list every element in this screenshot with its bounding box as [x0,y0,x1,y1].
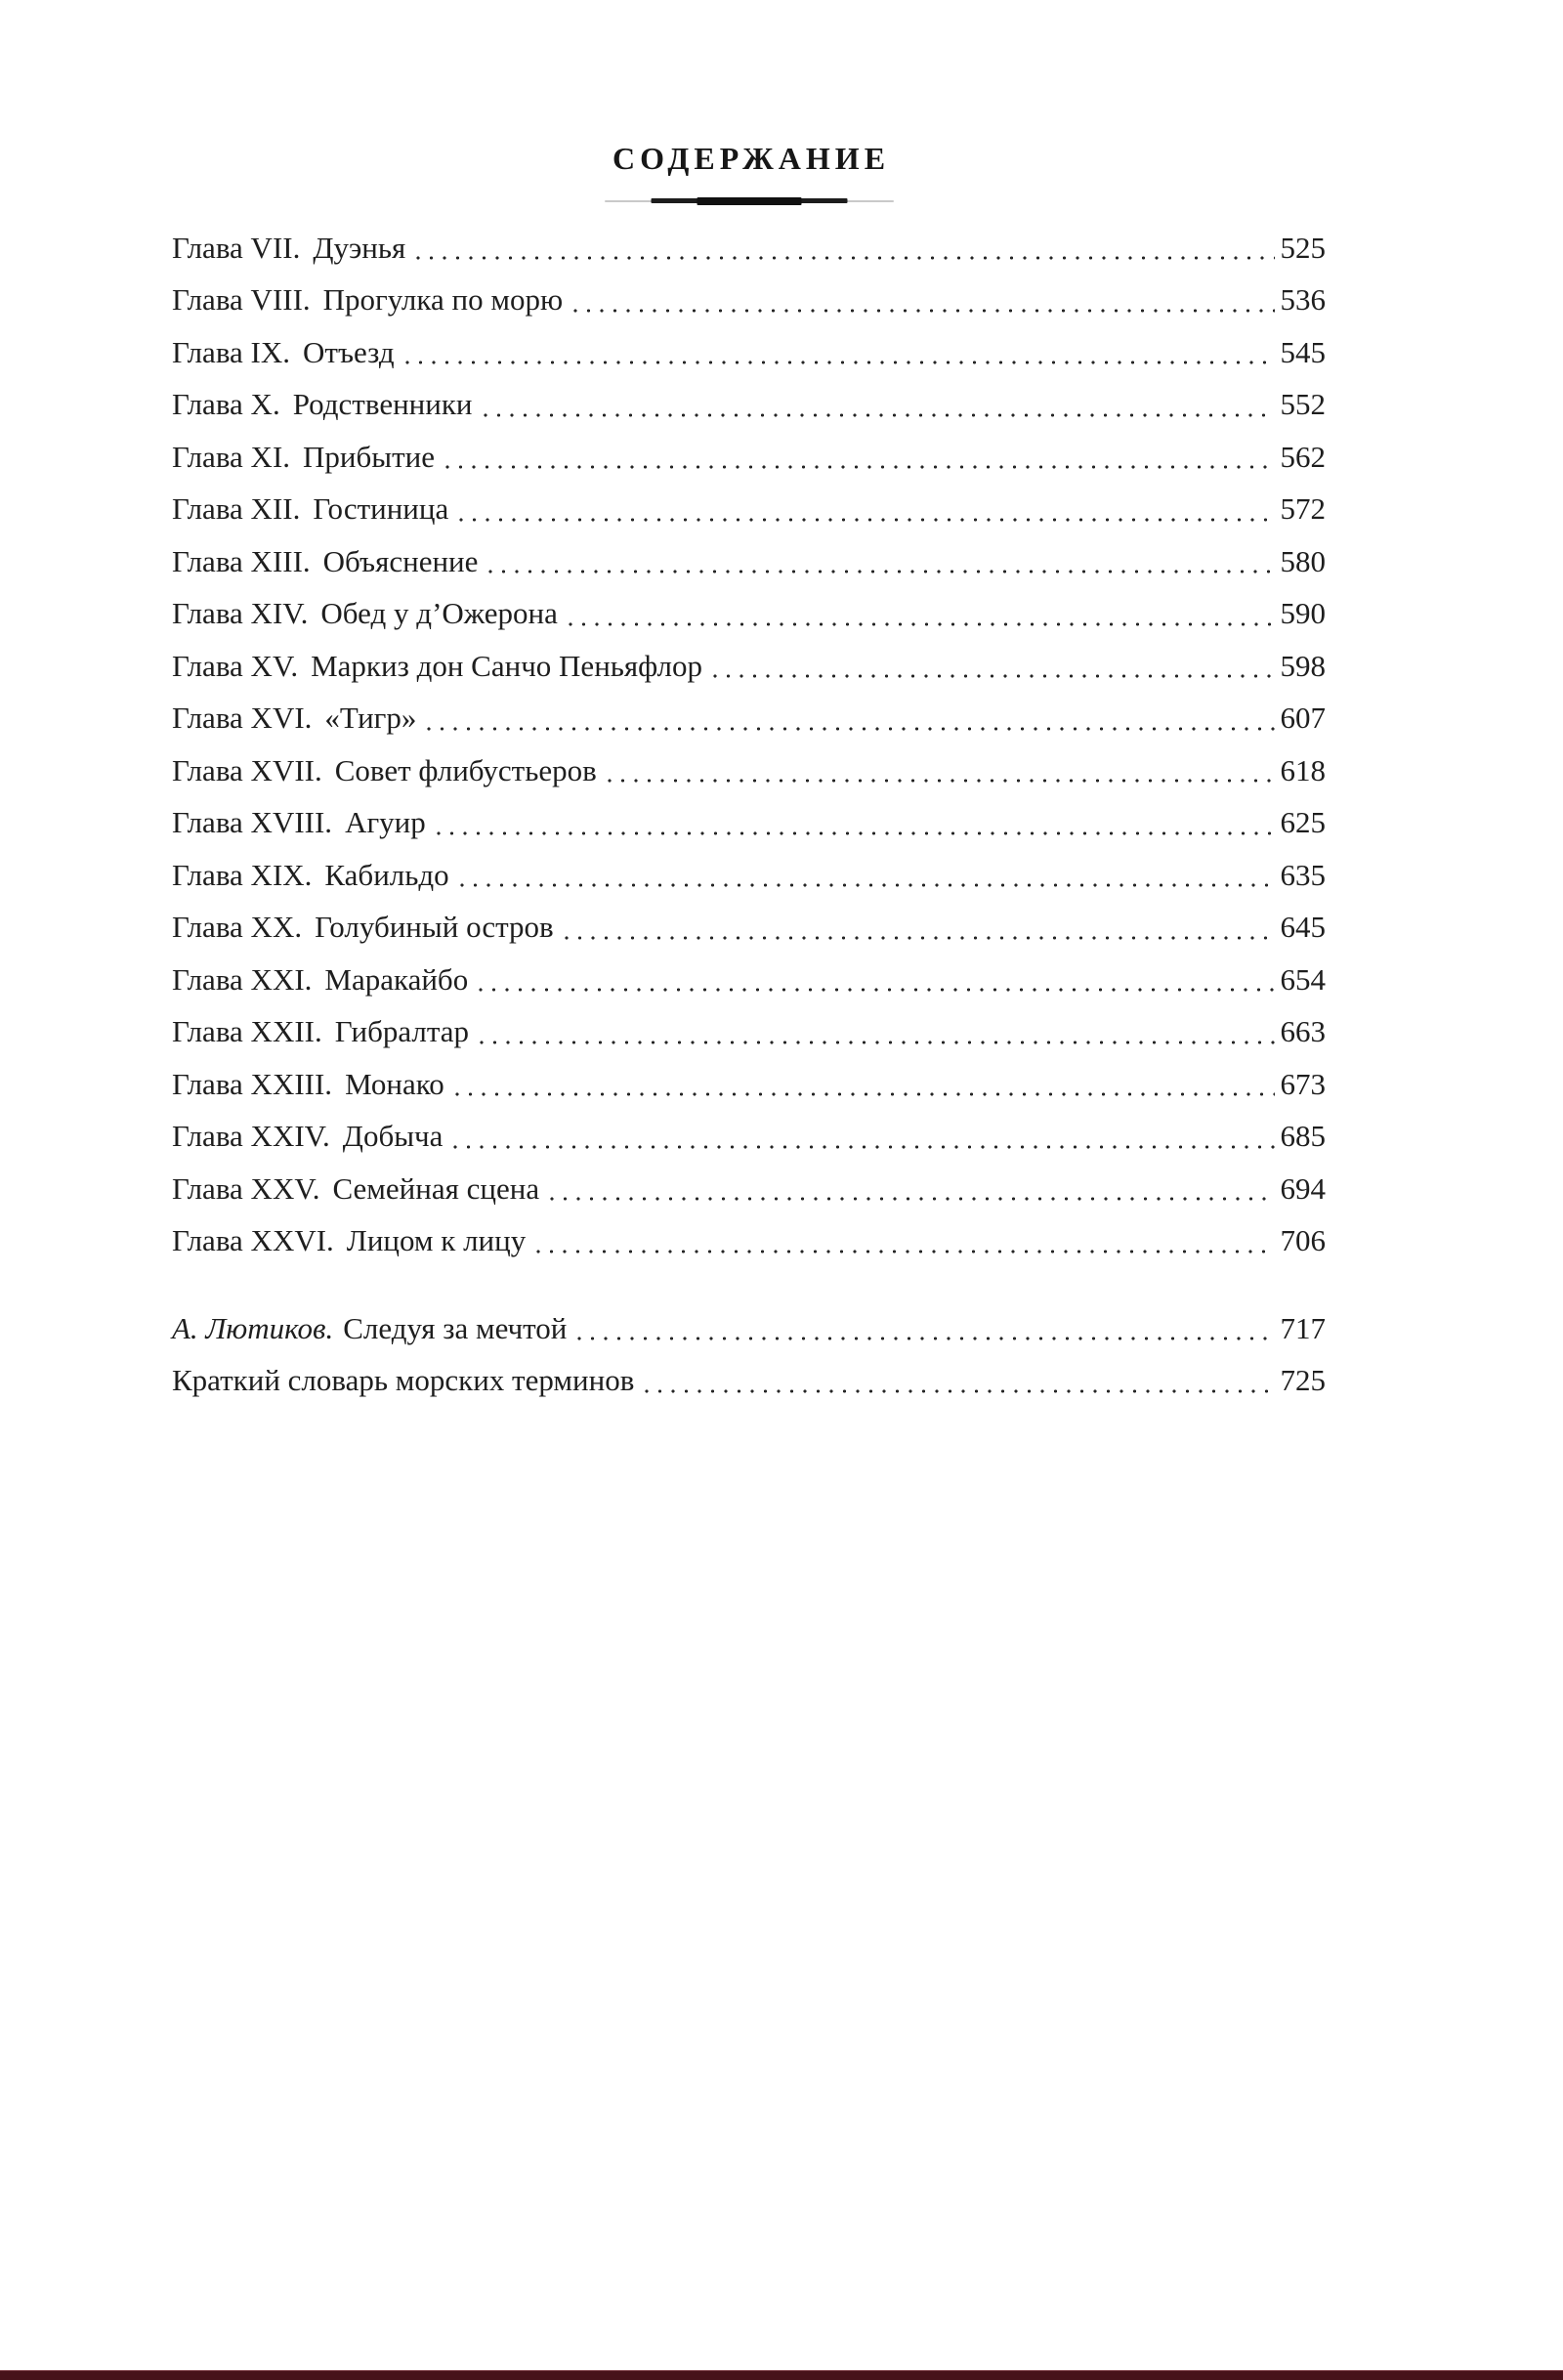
toc-entry-label [172,1163,539,1215]
toc-entry [172,1302,1326,1355]
toc-entry [172,1214,1326,1267]
toc-entry-label [172,431,435,484]
toc-entry-label [172,222,405,275]
toc-entry-title: Голубиный остров [315,910,554,945]
dot-leader [404,326,1275,379]
toc-entry-chapter: Глава XIV. [172,596,309,631]
toc-entry [172,744,1326,797]
toc-entry-chapter: Глава XIII. [172,543,311,578]
toc-entry-page: 645 [1280,910,1326,945]
toc-entry-page: 673 [1280,1066,1326,1101]
toc-entry [172,483,1326,535]
toc-entry-label [172,535,478,588]
toc-entry-label [172,378,473,431]
toc-entry-chapter: Глава XXIII. [172,1066,333,1101]
footer-bar [0,2370,1563,2380]
divider-thick-line [697,197,801,205]
toc-entry-title: Краткий словарь морских терминов [172,1363,635,1398]
text-block [172,0,1326,1407]
dot-leader [572,274,1274,326]
toc-entry-title: Родственники [292,387,473,422]
toc-entry-title: Обед у д’Ожерона [320,596,558,631]
toc-entry-title: Кабильдо [324,857,449,892]
dot-leader [483,378,1275,431]
toc-entry [172,1005,1326,1058]
toc-entry-page: 525 [1280,230,1326,265]
toc-entry-chapter: Глава VII. [172,230,301,265]
toc-entry-page: 572 [1280,491,1326,527]
dot-leader [415,222,1274,275]
toc-entry-page: 706 [1280,1223,1326,1258]
dot-leader [436,796,1275,849]
dot-leader [549,1163,1274,1215]
section-gap [172,1267,1326,1302]
toc-entry-label [172,954,468,1006]
dot-leader [535,1214,1274,1267]
toc-entry-label [172,796,426,849]
toc-entry [172,378,1326,431]
toc-entry-title: Агуир [345,805,426,840]
dot-leader [458,483,1274,535]
dot-leader [564,901,1275,954]
toc-entry-chapter: Глава XX. [172,910,303,945]
toc-entry-label [172,274,563,326]
toc-entry-chapter: Глава XVI. [172,701,313,736]
toc-entry [172,1163,1326,1215]
toc-entry [172,692,1326,744]
toc-entry-page: 625 [1280,805,1326,840]
toc-entry-chapter: Глава XXVI. [172,1223,334,1258]
toc-entry [172,796,1326,849]
toc-entry-page: 598 [1280,648,1326,683]
toc-entry [172,274,1326,326]
toc-entry [172,1354,1326,1407]
toc-entry-title: Гостиница [313,491,449,527]
toc-entry [172,640,1326,693]
dot-leader [479,1005,1274,1058]
toc-entry-title: Семейная сцена [332,1170,540,1206]
toc-entry-chapter: Глава XI. [172,439,291,474]
page-title: СОДЕРЖАНИЕ [612,141,891,176]
toc-entry-page: 635 [1280,857,1326,892]
dot-leader [478,954,1274,1006]
toc-entry [172,535,1326,588]
toc-entry-title: Гибралтар [334,1014,470,1049]
toc-entry-chapter: Глава X. [172,387,280,422]
toc-entry-page: 552 [1280,387,1326,422]
toc-entry-label [172,483,448,535]
toc-entry-chapter: Глава XII. [172,491,301,527]
toc-entry-label [172,901,554,954]
toc-entry-label [172,849,449,902]
dot-leader [576,1302,1274,1355]
toc-entry [172,1110,1326,1163]
toc-entry-title: Следуя за мечтой [343,1310,568,1345]
toc-entry-page: 580 [1280,543,1326,578]
toc-entry-title: Совет флибустьеров [334,752,597,787]
toc-entry-label [172,1302,567,1355]
toc-entry [172,1058,1326,1111]
toc-entry [172,222,1326,275]
toc-entry-chapter: Глава XXI. [172,961,313,997]
dot-leader [452,1110,1274,1163]
toc-entry-label [172,692,416,744]
toc-entry-chapter: Глава VIII. [172,282,311,318]
dot-leader [644,1354,1274,1407]
toc-entry-chapter: Глава IX. [172,334,291,369]
toc-entry-label [172,744,597,797]
toc-entry-title: Монако [345,1066,444,1101]
toc-list [172,222,1326,1407]
toc-entry-label [172,640,702,693]
toc-entry [172,954,1326,1006]
toc-entry-chapter: Глава XVII. [172,752,322,787]
toc-entry-label [172,326,395,379]
toc-entry-title: «Тигр» [324,701,417,736]
toc-entry-page: 694 [1280,1170,1326,1206]
toc-entry-title: Отъезд [303,334,395,369]
toc-entry-label [172,1058,444,1111]
dot-leader [568,587,1275,640]
toc-entry-page: 545 [1280,334,1326,369]
toc-entry-title: Маракайбо [324,961,469,997]
toc-entry-page: 663 [1280,1014,1326,1049]
dot-leader [487,535,1274,588]
toc-entry [172,587,1326,640]
dot-leader [444,431,1274,484]
toc-entry-page: 536 [1280,282,1326,318]
toc-entry-chapter: Глава XV. [172,648,299,683]
toc-entry-page: 685 [1280,1119,1326,1154]
title-divider [172,197,1326,205]
toc-entry-page: 607 [1280,701,1326,736]
toc-entry-title: Добыча [342,1119,444,1154]
toc-entry-title: Прогулка по морю [322,282,564,318]
toc-entry-title: Лицом к лицу [346,1223,527,1258]
toc-entry-page: 725 [1280,1363,1326,1398]
toc-entry-chapter: Глава XXIV. [172,1119,330,1154]
toc-entry-label [172,1214,526,1267]
toc-entry-label [172,587,558,640]
toc-entry-author: А. Лютиков. [172,1310,334,1345]
toc-entry-title: Объяснение [322,543,479,578]
toc-entry-chapter: Глава XVIII. [172,805,333,840]
toc-entry-label [172,1005,469,1058]
toc-entry-chapter: Глава XXV. [172,1170,320,1206]
toc-entry [172,431,1326,484]
toc-entry-title: Дуэнья [313,230,406,265]
toc-entry-page: 618 [1280,752,1326,787]
dot-leader [426,692,1274,744]
toc-entry [172,326,1326,379]
toc-entry-page: 562 [1280,439,1326,474]
toc-entry-label [172,1110,443,1163]
toc-entry-page: 654 [1280,961,1326,997]
toc-entry-page: 590 [1280,596,1326,631]
toc-entry-chapter: Глава XXII. [172,1014,322,1049]
toc-entry [172,901,1326,954]
dot-leader [454,1058,1275,1111]
dot-leader [459,849,1275,902]
dot-leader [712,640,1275,693]
toc-entry-chapter: Глава XIX. [172,857,313,892]
toc-entry-label [172,1354,634,1407]
dot-leader [607,744,1275,797]
toc-entry-title: Маркиз дон Санчо Пеньяфлор [311,648,702,683]
toc-entry-title: Прибытие [303,439,436,474]
toc-entry [172,849,1326,902]
toc-entry-page: 717 [1280,1310,1326,1345]
